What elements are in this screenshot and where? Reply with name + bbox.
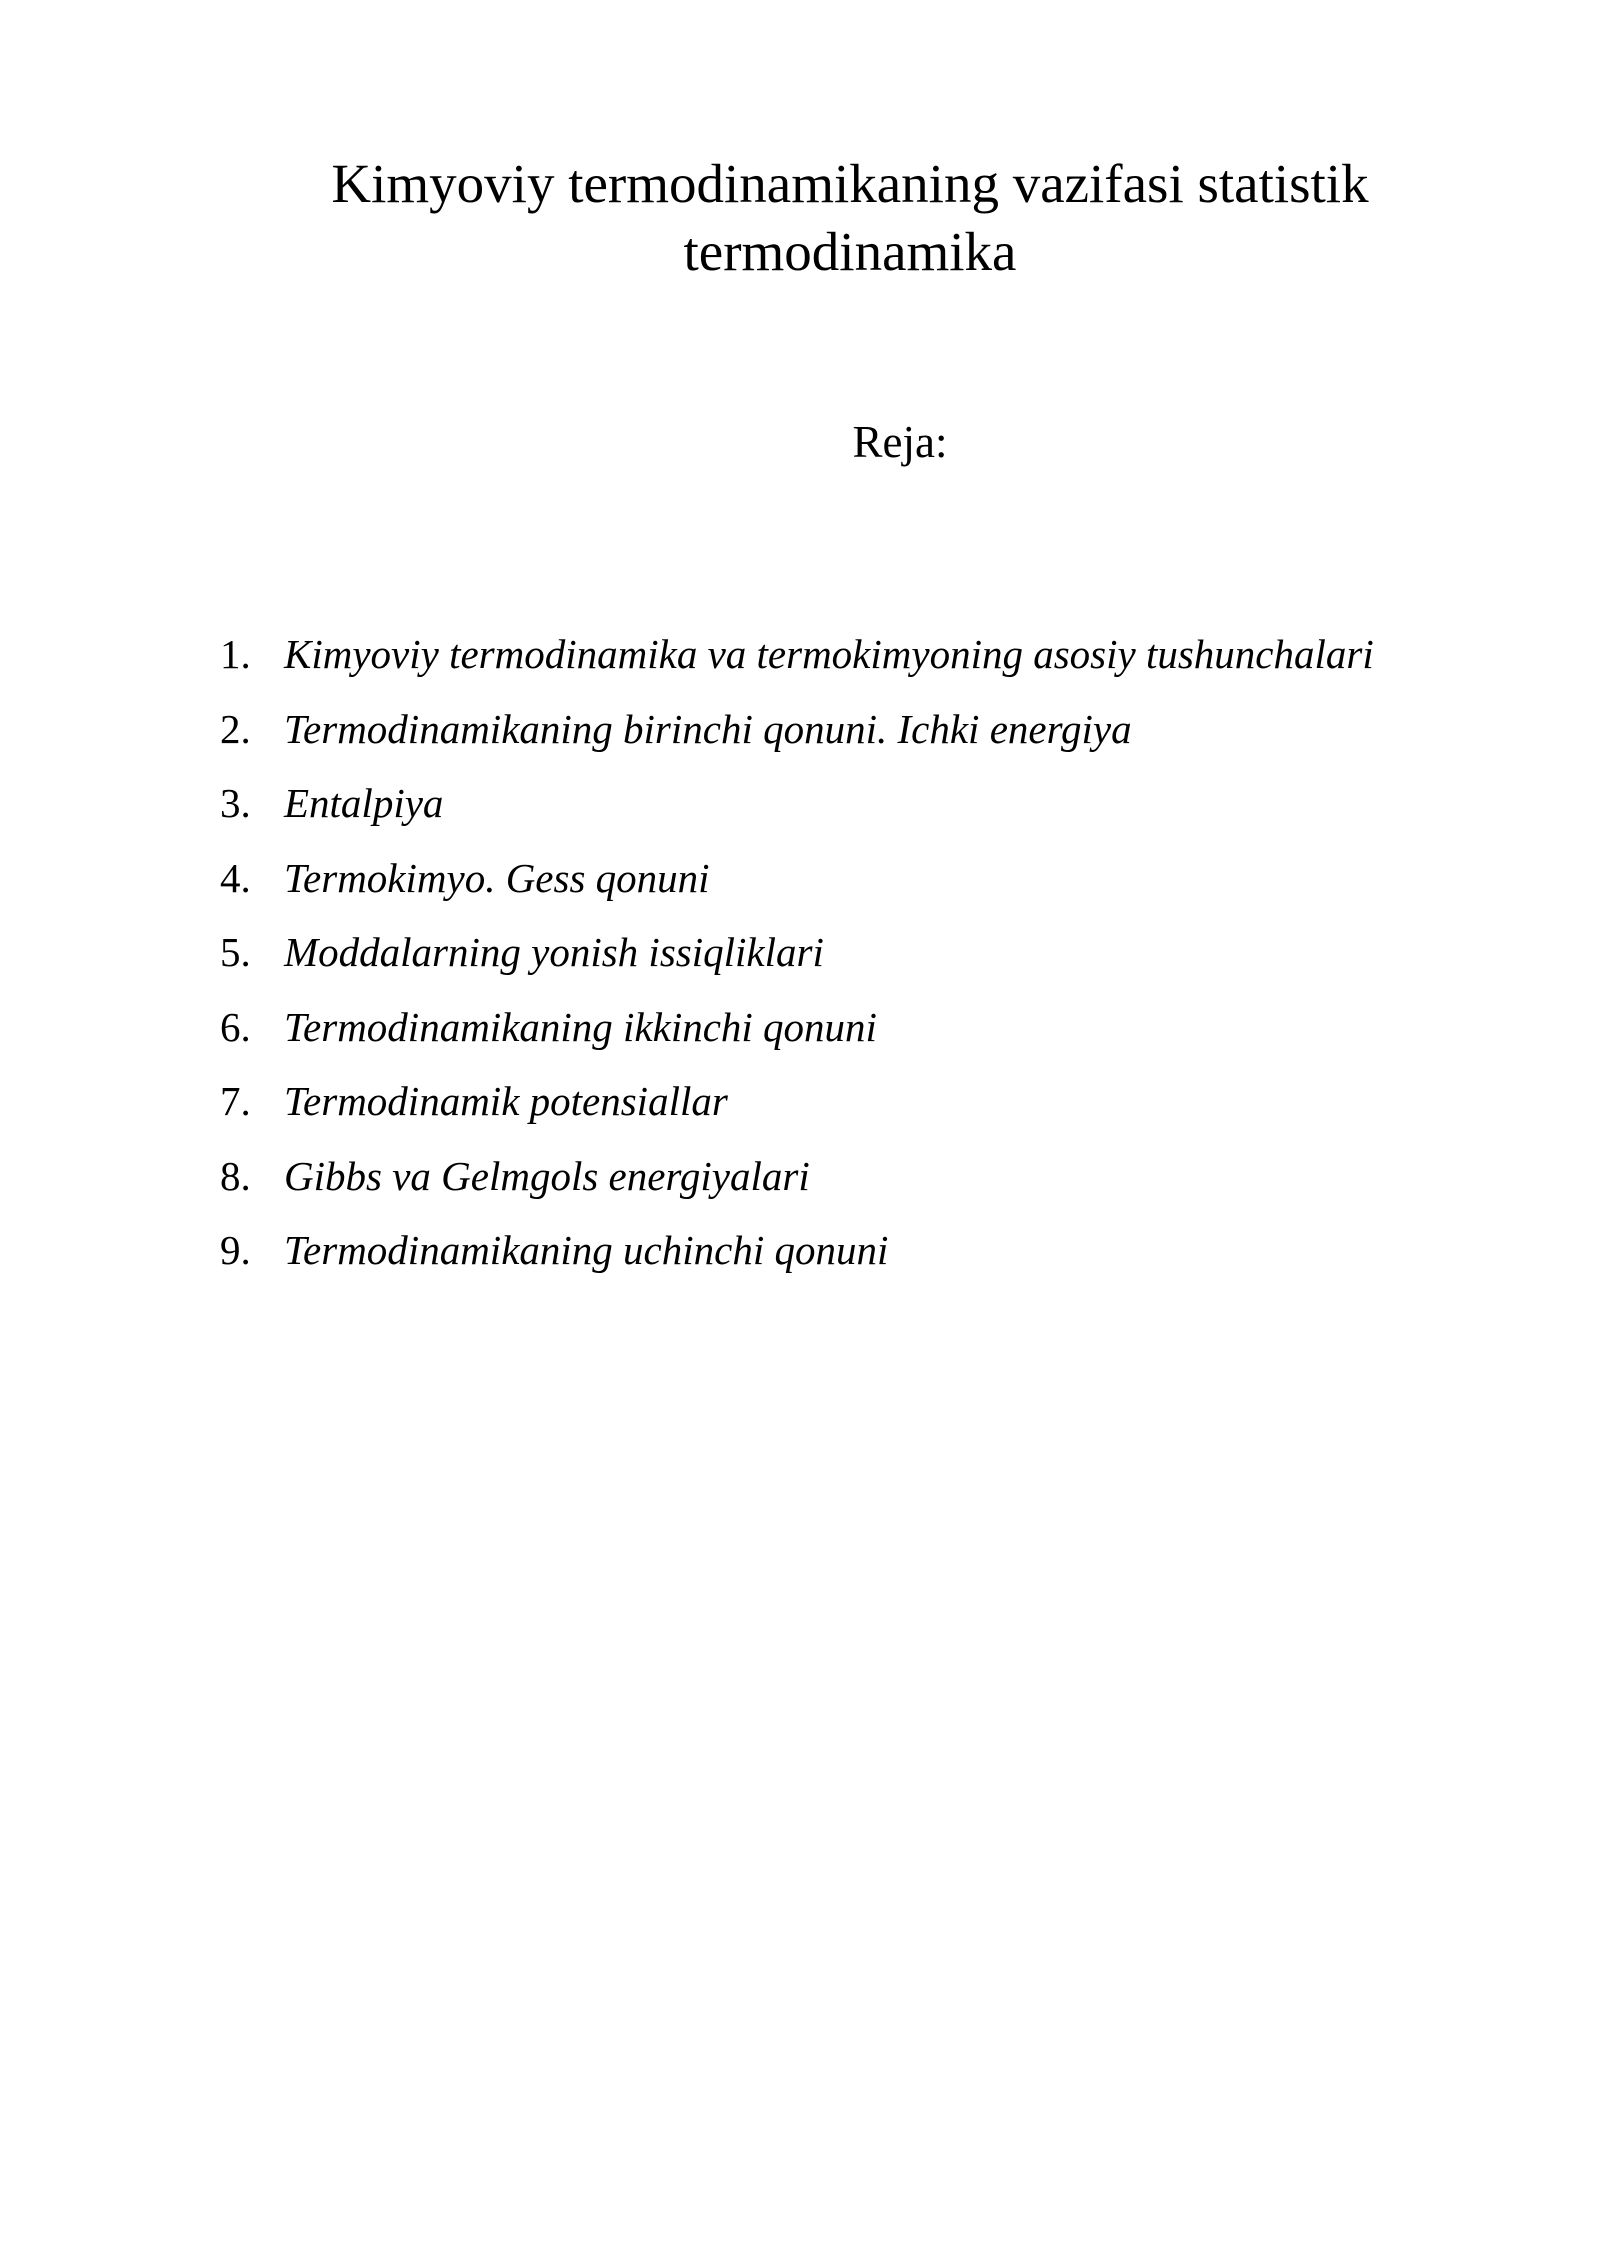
plan-item-text: Termodinamikaning ikkinchi qonuni bbox=[284, 1003, 877, 1050]
plan-list bbox=[220, 624, 1470, 1295]
plan-item-number: 4. bbox=[220, 854, 251, 901]
plan-item-number: 2. bbox=[220, 705, 251, 752]
plan-item bbox=[220, 624, 1470, 699]
plan-heading: Reja: bbox=[852, 417, 948, 467]
plan-item-number: 8. bbox=[220, 1152, 251, 1199]
plan-item bbox=[220, 1220, 1470, 1295]
document-title: Kimyoviy termodinamikaning vazifasi statistik termodinamika bbox=[331, 153, 1369, 282]
plan-item-text: Termokimyo. Gess qonuni bbox=[284, 854, 710, 901]
plan-item bbox=[220, 997, 1470, 1072]
plan-item-number: 5. bbox=[220, 929, 251, 975]
plan-item-number: 1. bbox=[220, 631, 251, 677]
plan-item bbox=[220, 848, 1470, 923]
plan-item-text: Moddalarning yonish issiqliklari bbox=[284, 929, 824, 975]
plan-item-text: Entalpiya bbox=[284, 780, 444, 826]
plan-item bbox=[220, 699, 1470, 774]
plan-item-text: Kimyoviy termodinamika va termokimyoning asosiy tushunchalari bbox=[284, 631, 1374, 677]
plan-item-number: 6. bbox=[220, 1003, 251, 1050]
plan-item-number: 9. bbox=[220, 1227, 251, 1273]
plan-item-text: Termodinamikaning uchinchi qonuni bbox=[284, 1227, 889, 1273]
plan-item bbox=[220, 1071, 1470, 1146]
plan-item bbox=[220, 922, 1470, 997]
plan-item-number: 3. bbox=[220, 780, 251, 826]
plan-item-number: 7. bbox=[220, 1078, 251, 1124]
plan-item-text: Termodinamikaning birinchi qonuni. Ichki energiya bbox=[284, 705, 1132, 752]
plan-item-text: Termodinamik potensiallar bbox=[284, 1078, 728, 1124]
plan-item-text: Gibbs va Gelmgols energiyalari bbox=[284, 1152, 810, 1199]
plan-item bbox=[220, 1146, 1470, 1221]
plan-item bbox=[220, 773, 1470, 848]
